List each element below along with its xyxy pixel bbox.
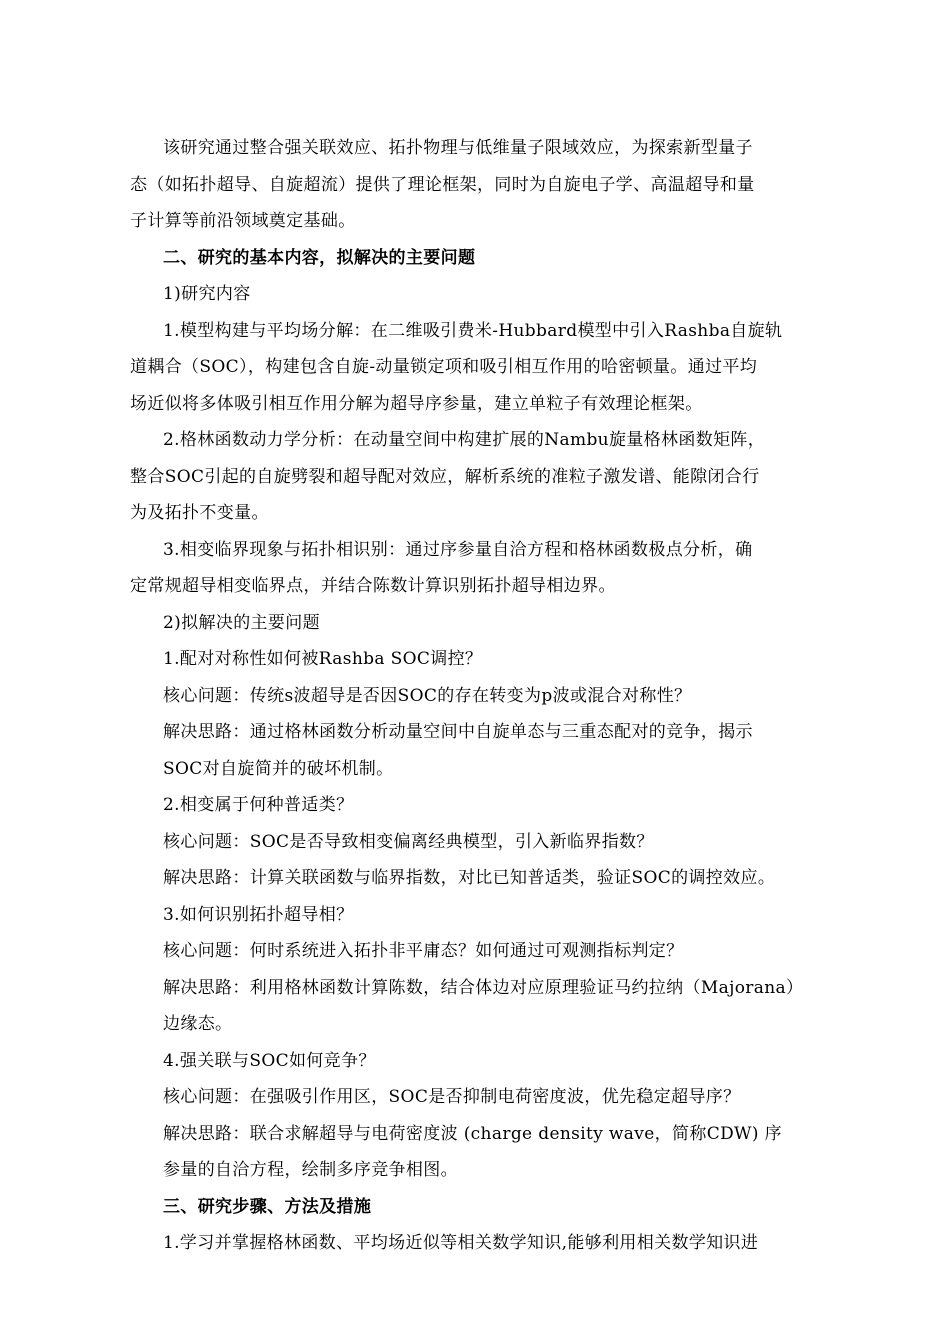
q3-solution-line-1: 解决思路：利用格林函数计算陈数，结合体边对应原理验证马约拉纳（Majorana） <box>163 977 804 998</box>
document-body <box>130 130 830 1262</box>
item2-line-2: 整合SOC引起的自旋劈裂和超导配对效应，解析系统的准粒子激发谱、能隙闭合行 <box>130 466 760 487</box>
section3-heading: 三、研究步骤、方法及措施 <box>163 1196 372 1217</box>
q4-title: 4.强关联与SOC如何竞争？ <box>163 1050 376 1071</box>
q3-core: 核心问题：何时系统进入拓扑非平庸态？如何通过可观测指标判定？ <box>163 941 684 961</box>
item1-line-2: 道耦合（SOC），构建包含自旋-动量锁定项和吸引相互作用的哈密顿量。通过平均 <box>130 357 758 377</box>
intro-line-3: 子计算等前沿领域奠定基础。 <box>130 211 356 231</box>
section2-heading: 二、研究的基本内容，拟解决的主要问题 <box>163 247 476 268</box>
item2-line-3: 为及拓扑不变量。 <box>130 503 269 523</box>
intro-line-1: 该研究通过整合强关联效应、拓扑物理与低维量子限域效应，为探索新型量子 <box>163 138 753 158</box>
q2-solution-line-1: 解决思路：计算关联函数与临界指数，对比已知普适类，验证SOC的调控效应。 <box>163 868 776 888</box>
item1-line-3: 场近似将多体吸引相互作用分解为超导序参量，建立单粒子有效理论框架。 <box>130 393 703 414</box>
q1-core: 核心问题：传统s波超导是否因SOC的存在转变为p波或混合对称性？ <box>163 685 692 706</box>
q1-title: 1.配对对称性如何被Rashba SOC调控？ <box>163 649 483 669</box>
q2-title: 2.相变属于何种普适类？ <box>163 795 354 815</box>
q4-solution-line-2: 参量的自洽方程，绘制多序竞争相图。 <box>163 1160 458 1180</box>
item2-line-1: 2.格林函数动力学分析：在动量空间中构建扩展的Nambu旋量格林函数矩阵， <box>163 430 766 450</box>
item3-line-1: 3.相变临界现象与拓扑相识别：通过序参量自洽方程和格林函数极点分析，确 <box>163 539 753 560</box>
q1-solution-line-2: SOC对自旋简并的破坏机制。 <box>163 758 394 779</box>
section3-step1: 1.学习并掌握格林函数、平均场近似等相关数学知识,能够利用相关数学知识进 <box>163 1233 759 1253</box>
sub1-heading: 1)研究内容 <box>163 284 251 304</box>
q2-core: 核心问题：SOC是否导致相变偏离经典模型，引入新临界指数？ <box>163 831 654 852</box>
item3-line-2: 定常规超导相变临界点，并结合陈数计算识别拓扑超导相边界。 <box>130 576 616 596</box>
item1-line-1: 1.模型构建与平均场分解：在二维吸引费米-Hubbard模型中引入Rashba自旋轨 <box>163 320 783 341</box>
q1-solution-line-1: 解决思路：通过格林函数分析动量空间中自旋单态与三重态配对的竞争，揭示 <box>163 722 753 742</box>
sub2-heading: 2)拟解决的主要问题 <box>163 612 320 633</box>
q3-title: 3.如何识别拓扑超导相？ <box>163 904 354 925</box>
q3-solution-line-2: 边缘态。 <box>163 1014 233 1034</box>
intro-line-2: 态（如拓扑超导、自旋超流）提供了理论框架，同时为自旋电子学、高温超导和量 <box>130 174 755 195</box>
q4-solution-line-1: 解决思路：联合求解超导与电荷密度波 (charge density wave，简称CDW) 序 <box>163 1123 782 1144</box>
q4-core: 核心问题：在强吸引作用区，SOC是否抑制电荷密度波，优先稳定超导序？ <box>163 1087 741 1107</box>
